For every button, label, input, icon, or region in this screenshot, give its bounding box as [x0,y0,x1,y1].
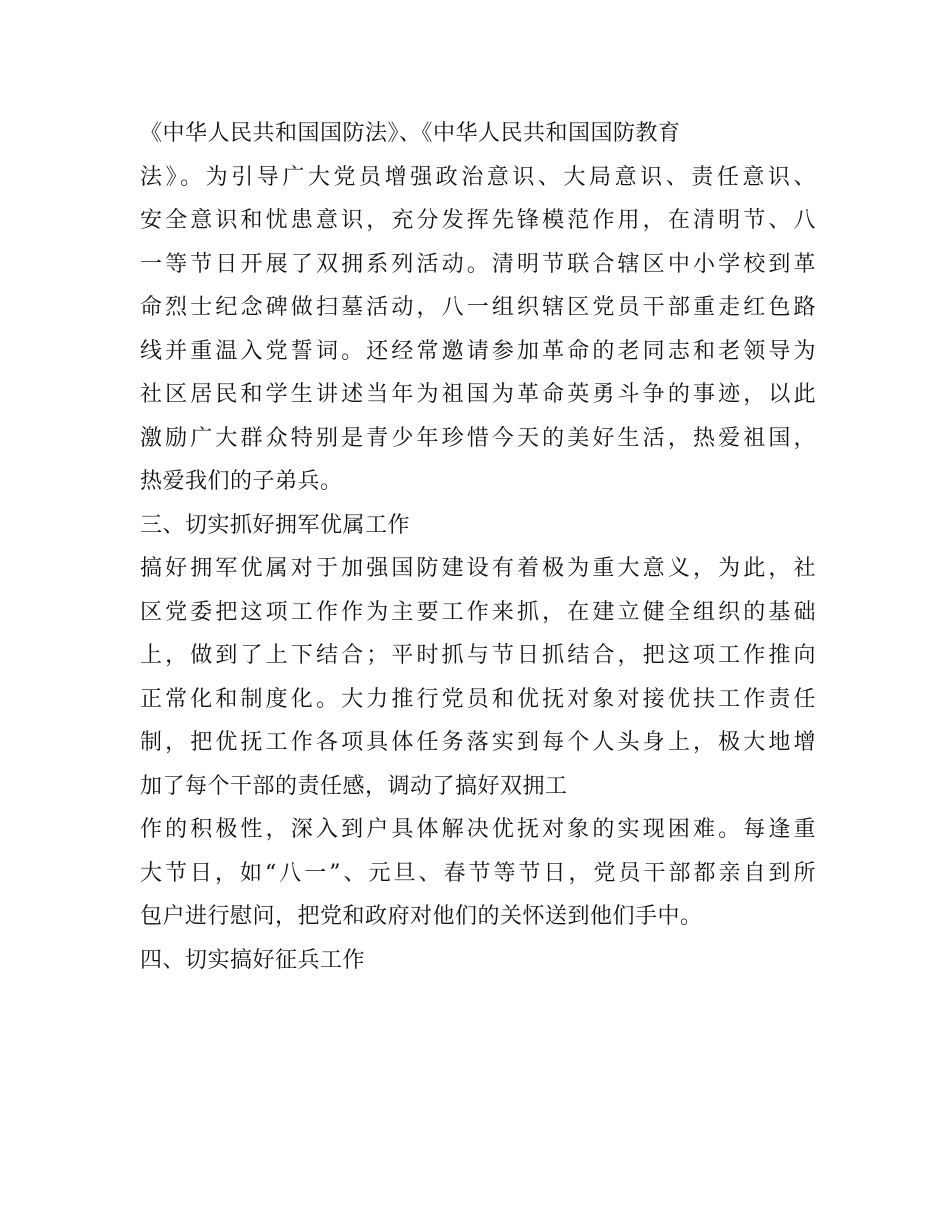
text-line-7: 社区居民和学生讲述当年为祖国为革命英勇斗争的事迹，以此 [140,382,816,407]
text-line-2: 法》。为引导广大党员增强政治意识、大局意识、责任意识、 [140,164,816,190]
text-line-11: 搞好拥军优属对于加强国防建设有着极为重大意义，为此，社 [140,556,816,581]
text-line-5: 命烈士纪念碑做扫墓活动，八一组织辖区党员干部重走红色路 [140,295,816,320]
text-line-1: 《中华人民共和国国防法》、《中华人民共和国国防教育 [140,121,681,146]
section-heading-4: 四、切实搞好征兵工作 [140,947,366,973]
text-line-18: 大节日，如“八一”、元旦、春节等节日，党员干部都亲自到所 [140,860,816,886]
text-line-15: 制，把优抚工作各项具体任务落实到每个人头身上，极大地增 [140,730,816,755]
text-line-19: 包户进行慰问，把党和政府对他们的关怀送到他们手中。 [140,904,703,929]
text-line-17: 作的积极性，深入到户具体解决优抚对象的实现困难。每逢重 [140,817,816,842]
section-heading-3: 三、切实抓好拥军优属工作 [140,512,411,538]
text-line-13: 上，做到了上下结合；平时抓与节日抓结合，把这项工作推向 [140,643,816,668]
text-line-12: 区党委把这项工作作为主要工作来抓，在建立健全组织的基础 [140,599,816,625]
text-line-8: 激励广大群众特别是青少年珍惜今天的美好生活，热爱祖国， [140,425,816,451]
text-line-3: 安全意识和忧患意识，充分发挥先锋模范作用，在清明节、八 [140,208,816,233]
text-line-16: 加了每个干部的责任感，调动了搞好双拥工 [140,773,568,799]
text-line-9: 热爱我们的子弟兵。 [140,469,343,494]
document-body [140,112,816,982]
text-line-6: 线并重温入党誓词。还经常邀请参加革命的老同志和老领导为 [140,338,816,364]
text-line-14: 正常化和制度化。大力推行党员和优抚对象对接优扶工作责任 [140,686,816,712]
text-line-4: 一等节日开展了双拥系列活动。清明节联合辖区中小学校到革 [140,251,816,277]
